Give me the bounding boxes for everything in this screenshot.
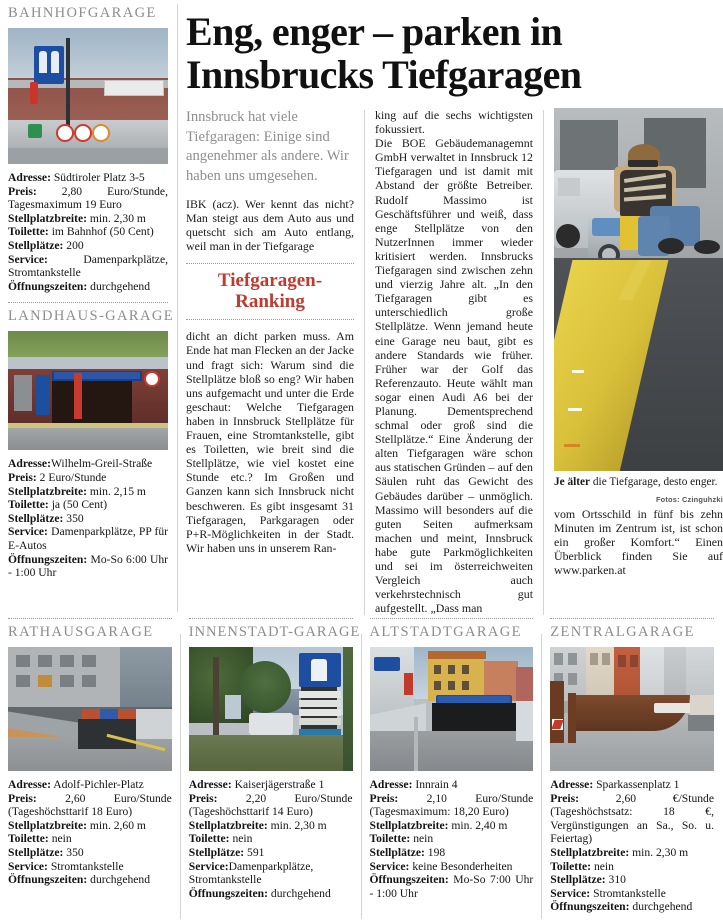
value-service: Damenparkplätze, Stromtankstelle [8, 252, 168, 280]
garage-facts [8, 778, 172, 887]
label-stellplaetze: Stellplätze: [8, 238, 64, 252]
label-oeffnungszeiten: Öffnungszeiten: [188, 886, 268, 900]
label-toilette: Toilette: [8, 498, 49, 512]
value-adresse: Sparkassenplatz 1 [596, 778, 680, 791]
label-toilette: Toilette: [188, 832, 230, 846]
value-adresse: Südtiroler Platz 3-5 [53, 171, 145, 184]
label-toilette: Toilette: [8, 832, 49, 846]
label-toilette: Toilette: [8, 225, 49, 239]
value-stellplatzbreite: min. 2,30 m [270, 818, 327, 832]
label-stellplaetze: Stellplätze: [8, 511, 64, 525]
divider [186, 319, 354, 320]
label-preis: Preis: [8, 184, 37, 198]
value-stellplaetze: 198 [427, 845, 446, 859]
garage-photo-zentralgarage [550, 647, 714, 771]
garage-facts [550, 778, 714, 914]
value-stellplatzbreite: min. 2,30 m [632, 845, 689, 859]
label-adresse: Adresse: [550, 778, 594, 791]
sidebar-garage-column [0, 0, 178, 618]
value-toilette: nein [232, 832, 253, 846]
value-adresse: Kaiserjägerstraße 1 [234, 778, 325, 791]
value-preis: 2,80 Euro/Stunde, Tagesmaximum 19 Euro [8, 184, 168, 212]
garage-facts [8, 171, 168, 293]
garage-card-altstadtgarage [362, 618, 543, 923]
page-title: Eng, enger – parken in Innsbrucks Tiefgaragen [186, 9, 582, 97]
value-stellplaetze: 350 [66, 845, 84, 859]
value-oeffnungszeiten: durchgehend [632, 900, 693, 914]
value-oeffnungszeiten: Mo-So 6:00 Uhr - 1:00 Uhr [8, 552, 168, 580]
photo-caption-rest: die Tiefgarage, desto enger. [590, 476, 718, 488]
article-area [178, 0, 723, 618]
label-stellplatzbreite: Stellplatzbreite: [8, 818, 87, 832]
label-service: Service: [8, 525, 48, 539]
label-preis: Preis: [188, 791, 218, 805]
value-stellplatzbreite: min. 2,60 m [89, 818, 146, 832]
article-column-1 [186, 108, 365, 615]
label-stellplaetze: Stellplätze: [188, 845, 245, 859]
garage-title: ALTSTADTGARAGE [369, 624, 522, 640]
label-adresse: Adresse: [8, 171, 51, 184]
article-column-2 [365, 108, 544, 615]
value-stellplaetze: 310 [608, 873, 626, 887]
ranking-box [186, 263, 354, 320]
label-adresse: Adresse: [8, 457, 51, 471]
garage-title: ZENTRALGARAGE [550, 624, 695, 640]
value-stellplatzbreite: min. 2,15 m [89, 484, 146, 498]
value-toilette: nein [593, 859, 614, 873]
value-adresse: Adolf-Pichler-Platz [53, 778, 144, 791]
garage-title: BAHNHOFGARAGE [8, 5, 157, 21]
divider [370, 618, 534, 619]
garage-card-innenstadt-garage [181, 618, 362, 923]
garage-card-zentralgarage [542, 618, 723, 923]
article-columns [186, 108, 723, 615]
photo-caption-bold: Je älter [554, 476, 591, 488]
article-column-3 [544, 108, 723, 615]
label-stellplatzbreite: Stellplatzbreite: [369, 818, 449, 832]
label-stellplatzbreite: Stellplatzbreite: [188, 818, 268, 832]
body-col1-p1: IBK (acz). Wer kennt das nicht? Man steigt aus dem Auto aus und quetscht sich am Auto entlang, weil man in der Tiefgarage [186, 197, 354, 254]
value-oeffnungszeiten: Mo-So 7:00 Uhr - 1:00 Uhr [369, 873, 534, 900]
label-oeffnungszeiten: Öffnungszeiten: [8, 873, 88, 887]
garage-card-rathausgarage [0, 618, 181, 923]
garage-card-bahnhofgarage [8, 5, 168, 293]
value-stellplaetze: 200 [66, 238, 84, 252]
value-service: Damenparkplätze, Stromtankstelle [188, 859, 314, 887]
photo-credit: Fotos: Czinguhzki [655, 495, 723, 505]
label-stellplaetze: Stellplätze: [8, 845, 64, 859]
label-preis: Preis: [550, 791, 580, 805]
garage-facts [370, 778, 534, 900]
value-preis: 2,60 Euro/Stunde (Tageshöchsttarif 18 Euro) [8, 791, 172, 819]
label-oeffnungszeiten: Öffnungszeiten: [550, 900, 630, 914]
main-photo [554, 108, 723, 471]
value-preis: 2,60 €/Stunde (Tageshöchstsatz: 18 €, Vergünstigungen an Sa., So. u. Feiertag) [550, 791, 714, 846]
label-oeffnungszeiten: Öffnungszeiten: [369, 873, 449, 887]
label-preis: Preis: [8, 470, 37, 484]
bottom-garage-row [0, 618, 723, 923]
value-service: keine Besonderheiten [412, 859, 513, 873]
body-col3-p1: vom Ortsschild in fünf bis zehn Minuten im Zentrum ist, ist schon ein großer Komfort.“ Einen Überblick finden Sie auf www.parken.at [554, 506, 723, 578]
label-adresse: Adresse: [188, 778, 232, 791]
ranking-heading [186, 264, 354, 319]
garage-title: LANDHAUS-GARAGE [8, 308, 174, 325]
body-col2-p1: king auf die sechs wichtigsten fokussiert. [375, 108, 533, 137]
value-adresse: Wilhelm-Greil-Straße [50, 457, 153, 471]
garage-facts [189, 778, 353, 900]
value-stellplatzbreite: min. 2,30 m [89, 211, 146, 225]
garage-title: RATHAUSGARAGE [8, 624, 154, 640]
ranking-heading-line1: Tiefgaragen- [217, 270, 323, 292]
divider [8, 302, 168, 303]
label-adresse: Adresse: [369, 778, 413, 791]
value-toilette: im Bahnhof (50 Cent) [51, 225, 154, 239]
label-oeffnungszeiten: Öffnungszeiten: [8, 552, 88, 566]
divider [8, 618, 172, 619]
label-stellplatzbreite: Stellplatzbreite: [8, 484, 87, 498]
value-service: Damenparkplätze, PP für E-Autos [8, 525, 169, 552]
garage-title: INNENSTADT-GARAGE [188, 624, 361, 640]
divider [189, 618, 353, 619]
value-service: Stromtankstelle [593, 886, 666, 900]
garage-facts [8, 457, 168, 579]
photo-caption [554, 476, 723, 505]
ranking-heading-line2: Ranking [235, 291, 305, 313]
value-adresse: Innrain 4 [415, 778, 458, 791]
label-stellplatzbreite: Stellplatzbreite: [550, 845, 630, 859]
value-oeffnungszeiten: durchgehend [270, 886, 331, 900]
label-service: Service: [8, 252, 48, 266]
value-stellplaetze: 350 [66, 511, 84, 525]
garage-photo-bahnhofgarage [8, 28, 168, 164]
value-preis: 2 Euro/Stunde [39, 470, 107, 484]
value-service: Stromtankstelle [50, 859, 124, 873]
value-preis: 2,20 Euro/Stunde (Tageshöchsttarif 14 Euro) [188, 791, 353, 819]
value-oeffnungszeiten: durchgehend [90, 279, 151, 293]
value-toilette: nein [51, 832, 72, 846]
label-service: Service: [188, 859, 229, 873]
label-service: Service: [8, 859, 48, 873]
label-service: Service: [550, 886, 591, 900]
label-adresse: Adresse: [8, 778, 51, 791]
garage-photo-altstadtgarage [370, 647, 534, 771]
divider [550, 618, 714, 619]
garage-photo-rathausgarage [8, 647, 172, 771]
body-col1-p2: dicht an dicht parken muss. Am Ende hat man Flecken an der Jacke und fragt sich: Warum sind die Stellplätze bloß so eng? Wir haben uns aufgemacht und unter die Erde geschaut: Welche Tiefgaragen haben in Innsbruck Stellplätze für Frauen, eine Stromtankstelle, gibt es Toiletten, wie breit sind die Stellplätze, wie viel kostet eine Stunde etc.? Im Großen und Ganzen kann sich Innsbruck nicht beschweren. Es gibt insgesamt 31 Tiefgaragen, Parkgaragen oder P+R-Möglichkeiten in der Stadt. Wir haben uns in unserem Ran- [186, 329, 354, 555]
body-col2-p2: Die BOE Gebäudemanagemnt GmbH verwaltet in Innsbruck 12 Tiefgaragen und ist damit mit Abstand der größte Betreiber. Rudolf Massimo ist Geschäftsführer und weiß, dass enge Stellplätze von den NutzerInnen immer wieder kritisiert werden. Innsbrucks Tiefgaragen sind zwischen zehn und vierzig Jahre alt. „In den Tiefgaragen gibt es unterschiedlich große Stellplätze. Wenn jemand heute eine Garage neu baut, gibt es andere Standards wie früher. Früher war der Golf das Referenzauto. Heute wählt man sogar einen Audi A6 bei der Planung. Dementsprechend schmal oder groß sind die Stellplätze.“ Eine Änderung der alten Tiefgaragen wäre schon aus statischen Gründen – auf den Säulen ruht das Gewicht des Gebäudes darüber – unmöglich. Massimo will besonders auf die guten Seiten aufmerksam machen und meint, Innsbruck habe gute Parkmöglichkeiten und sei im österreichweiten Vergleich auch verkehrstechnisch gut aufgestellt. „Dass man [375, 136, 533, 616]
garage-photo-innenstadt-garage [189, 647, 353, 771]
label-toilette: Toilette: [550, 859, 592, 873]
garage-card-landhaus-garage [8, 308, 174, 580]
label-preis: Preis: [369, 791, 399, 805]
value-oeffnungszeiten: durchgehend [90, 873, 151, 887]
lead-paragraph: Innsbruck hat viele Tiefgaragen: Einige sind angenehmer als andere. Wir haben uns umgesehen. [186, 109, 349, 184]
label-toilette: Toilette: [369, 832, 411, 846]
value-preis: 2,10 Euro/Stunde (Tagesmaximum: 18,20 Euro) [369, 791, 534, 819]
value-toilette: ja (50 Cent) [51, 498, 108, 512]
value-toilette: nein [413, 832, 434, 846]
value-stellplatzbreite: min. 2,40 m [451, 818, 508, 832]
label-stellplaetze: Stellplätze: [550, 873, 606, 887]
garage-photo-landhaus-garage [8, 331, 168, 450]
label-preis: Preis: [8, 791, 37, 805]
label-stellplaetze: Stellplätze: [369, 845, 425, 859]
label-stellplatzbreite: Stellplatzbreite: [8, 211, 87, 225]
value-stellplaetze: 591 [247, 845, 265, 859]
label-oeffnungszeiten: Öffnungszeiten: [8, 279, 88, 293]
label-service: Service: [369, 859, 410, 873]
